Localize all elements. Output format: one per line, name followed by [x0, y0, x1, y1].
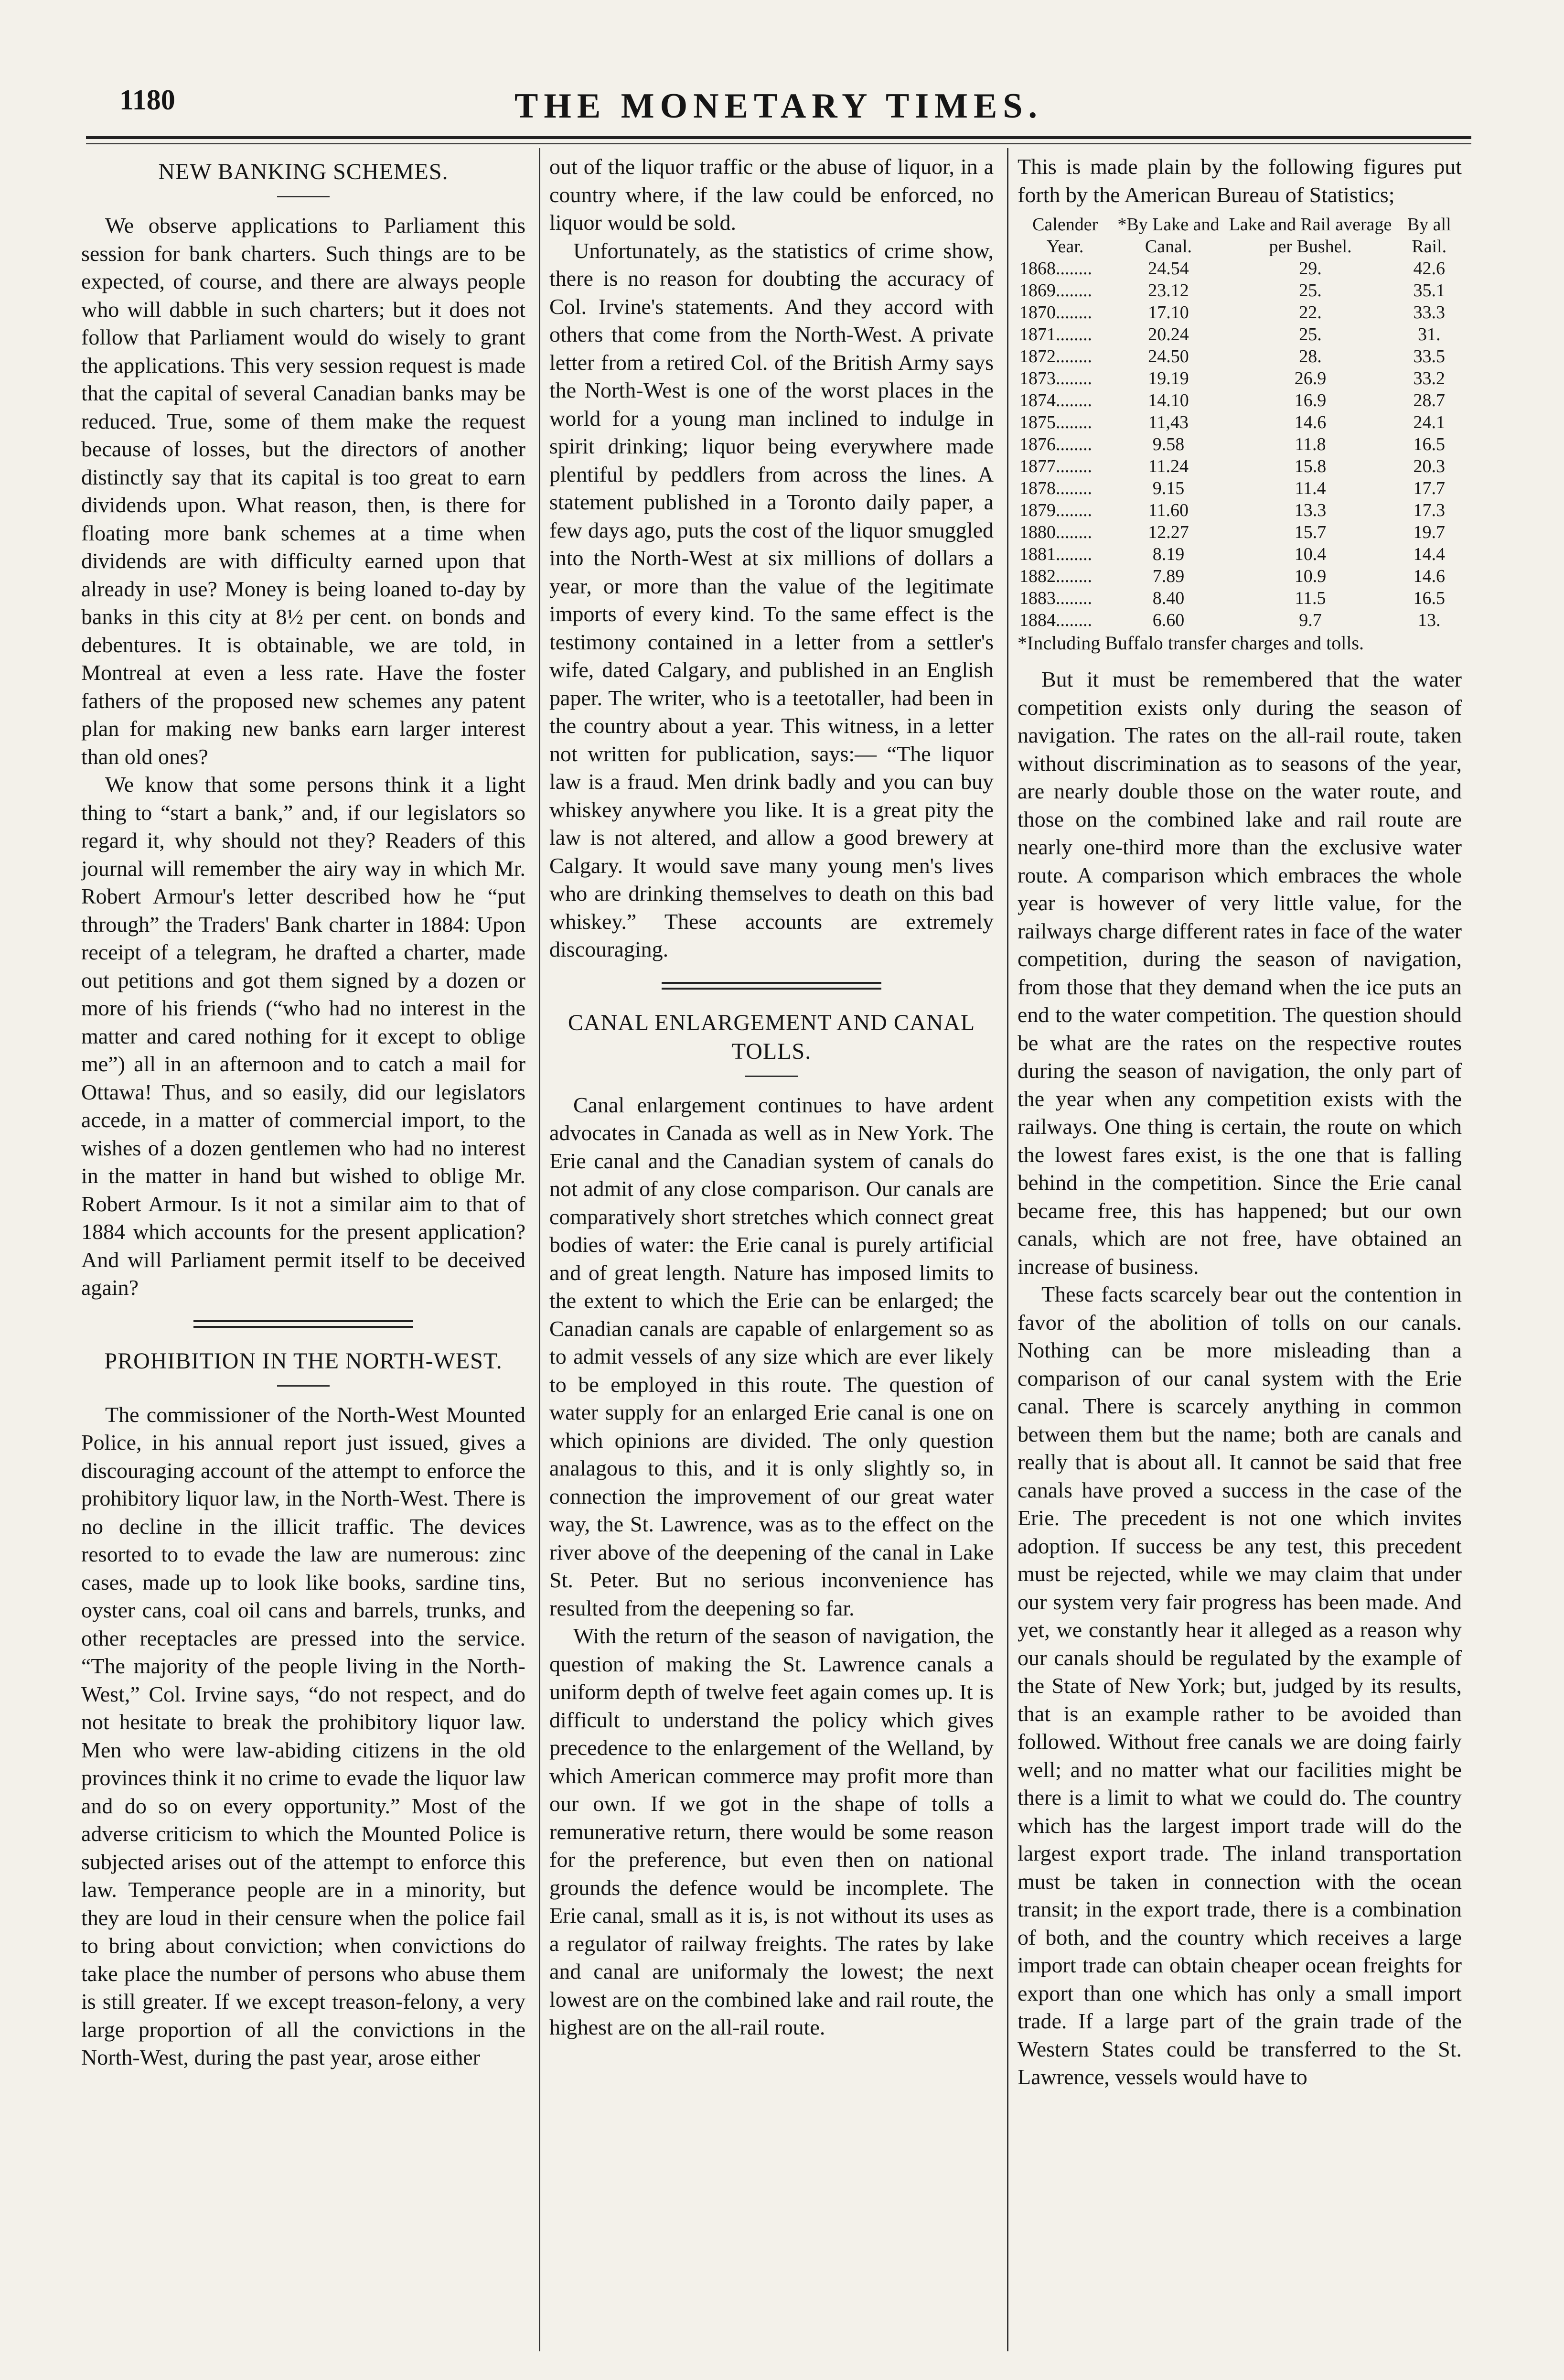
- section-divider: [193, 1320, 413, 1328]
- table-cell: 17.7: [1413, 478, 1445, 498]
- table-cell: 13.3: [1294, 500, 1327, 520]
- title-rule: [277, 196, 330, 197]
- table-row: [1018, 323, 1462, 345]
- table-row: [1018, 609, 1462, 631]
- table-cell: 9.58: [1152, 434, 1185, 454]
- table-cell: 1871........: [1019, 324, 1092, 345]
- table-row: [1018, 389, 1462, 411]
- article-title-prohibition: PROHIBITION IN THE NORTH-WEST.: [104, 1348, 503, 1374]
- table-cell: 8.19: [1152, 544, 1185, 564]
- table-row: [1018, 302, 1462, 323]
- table-cell: 11.5: [1295, 588, 1326, 608]
- journal-title: THE MONETARY TIMES.: [514, 86, 1043, 126]
- table-cell: 42.6: [1413, 258, 1445, 279]
- table-cell: 28.7: [1413, 390, 1445, 410]
- table-cell: 11.8: [1295, 434, 1326, 454]
- table-cell: 20.24: [1148, 324, 1189, 345]
- column-separator: [539, 148, 540, 2351]
- table-row: [1018, 565, 1462, 587]
- header-rule: [86, 136, 1471, 139]
- table-cell: 17.10: [1148, 302, 1189, 323]
- header-rule-thin: [86, 143, 1471, 144]
- title-rule: [277, 1385, 330, 1387]
- table-header: *By Lake and Canal.: [1117, 215, 1220, 257]
- section-divider: [662, 982, 881, 990]
- table-cell: 25.: [1299, 324, 1322, 345]
- table-cell: 1881........: [1019, 544, 1092, 564]
- table-cell: 1882........: [1019, 566, 1092, 586]
- table-cell: 1873........: [1019, 368, 1092, 388]
- paragraph: This is made plain by the following figures put forth by the American Bureau of Statistics;: [1018, 154, 1462, 207]
- table-cell: 1880........: [1019, 522, 1092, 542]
- table-row: [1018, 367, 1462, 389]
- table-cell: 14.4: [1413, 544, 1445, 564]
- table-cell: 35.1: [1413, 280, 1445, 301]
- table-cell: 33.3: [1413, 302, 1445, 323]
- column-3: [1018, 153, 1462, 2351]
- table-cell: 25.: [1299, 280, 1322, 301]
- table-cell: 24.54: [1148, 258, 1189, 279]
- table-cell: 17.3: [1413, 500, 1445, 520]
- table-cell: 19.19: [1148, 368, 1189, 388]
- article-title-banking: NEW BANKING SCHEMES.: [158, 159, 449, 184]
- table-cell: 11.60: [1148, 500, 1189, 520]
- table-cell: 20.3: [1413, 456, 1445, 476]
- table-row: [1018, 499, 1462, 521]
- table-cell: 10.4: [1294, 544, 1327, 564]
- table-cell: 14.6: [1294, 412, 1327, 432]
- table-cell: 12.27: [1148, 522, 1189, 542]
- table-cell: 24.50: [1148, 346, 1189, 366]
- table-header-row: [1018, 214, 1462, 258]
- paragraph: With the return of the season of navigation, the question of making the St. Lawrence canals a uniform depth of twelve feet again comes up. It is difficult to understand the policy which gives precedence to the enlargement of the Welland, by which American commerce may profit more than our own. If we got in the shape of tolls a remunerative return, there would be some reason for the preference, but even then on national grounds the defence would be incomplete. The Erie canal, small as it is, is not without its uses as a regulator of railway freights. The rates by lake and canal are uniformaly the lowest; the next lowest are on the combined lake and rail route, the highest are on the all-rail route.: [549, 1624, 994, 2039]
- table-cell: 1879........: [1019, 500, 1092, 520]
- table-cell: 1872........: [1019, 346, 1092, 366]
- table-cell: 10.9: [1294, 566, 1327, 586]
- table-cell: 28.: [1299, 346, 1322, 366]
- column-separator: [1007, 148, 1008, 2351]
- paragraph: We know that some persons think it a light thing to “start a bank,” and, if our legislators so regard it, why should not they? Readers of this journal will remember the airy way in which Mr. Robert Armour's letter described how he “put through” the Traders' Bank charter in 1884: Upon receipt of a telegram, he drafted a charter, made out petitions and got them signed by a dozen or more of his friends (“who had no interest in the matter and cared nothing for it except to oblige me”) all in an afternoon and to catch a mail for Ottawa! Thus, and so easily, did our legislators accede, in a matter of commercial import, to the wishes of a dozen gentlemen who had no interest in the matter in hand but wished to oblige Mr. Robert Armour. Is it not a similar aim to that of 1884 which accounts for the present application? And will Parliament permit itself to be deceived again?: [81, 772, 525, 1300]
- article-title-canal: CANAL ENLARGEMENT AND CANAL TOLLS.: [568, 1010, 975, 1064]
- table-cell: 6.60: [1152, 610, 1185, 630]
- page-header: [86, 76, 1471, 129]
- table-cell: 16.5: [1413, 588, 1445, 608]
- table-cell: 16.9: [1294, 390, 1327, 410]
- paragraph: We observe applications to Parliament this session for bank charters. Such things are to be expected, of course, and there are always people who will dabble in such charters; but it does not follow that Parliament would do wisely to grant the applications. This very session request is made that the capital of several Canadian banks may be reduced. True, some of them make the request because of losses, but the directors of another distinctly say that its capital is too great to earn dividends upon. What reason, then, is there for floating more bank schemes at a time when dividends are with difficulty earned upon that already in use? Money is being loaned to-day by banks in this city at 8½ per cent. on bonds and debentures. It is obtainable, we are told, in Montreal at even a less rate. Have the foster fathers of the proposed new schemes any patent plan for making new banks earn larger interest than old ones?: [81, 213, 525, 769]
- table-cell: 15.7: [1294, 522, 1327, 542]
- table-cell: 1883........: [1019, 588, 1092, 608]
- table-cell: 1884........: [1019, 610, 1092, 630]
- table-cell: 29.: [1299, 258, 1322, 279]
- table-cell: 11.4: [1295, 478, 1326, 498]
- table-row: [1018, 258, 1462, 280]
- paragraph: The commissioner of the North-West Mounted Police, in his annual report just issued, gives a discouraging account of the attempt to enforce the prohibitory liquor law, in the North-West. There is no decline in the illicit traffic. The devices resorted to to evade the law are numerous: zinc cases, made up to look like books, sardine tins, oyster cans, coal oil cans and barrels, trunks, and other receptacles are pressed into the service. “The majority of the people living in the North-West,” Col. Irvine says, “do not respect, and do not hesitate to break the prohibitory liquor law. Men who were law-abiding citizens in the old provinces think it no crime to evade the liquor law and do so on every opportunity.” Most of the adverse criticism to which the Mounted Police is subjected arises out of the attempt to enforce this law. Temperance people are in a minority, but they are loud in their censure when the police fail to bring about conviction; when convictions do take place the number of persons who abuse them is still greater. If we except treason-felony, a very large proportion of all the convictions in the North-West, during the past year, arose either: [81, 1402, 525, 2069]
- table-cell: 1876........: [1019, 434, 1092, 454]
- table-cell: 24.1: [1413, 412, 1445, 432]
- table-cell: 9.7: [1299, 610, 1322, 630]
- table-cell: 33.2: [1413, 368, 1445, 388]
- table-cell: 7.89: [1152, 566, 1185, 586]
- paragraph: These facts scarcely bear out the contention in favor of the abolition of tolls on our canals. Nothing can be more misleading than a comparison of our canal system with the Erie canal. There is scarcely anything in common between them but the name; both are canals and really that is about all. It cannot be said that free canals have proved a success in the case of the Erie. The precedent is not one which invites adoption. If success be any test, this precedent must be rejected, while we may claim that under our system very fair progress has been made. And yet, we constantly hear it alleged as a reason why our canals should be regulated by the example of the State of New York; but, judged by its results, that is an example rather to be avoided than followed. Without free canals we are doing fairly well; and no matter what our facilities might be there is a limit to what we could do. The country which has the largest import trade will do the largest export trade. The inland transportation must be taken in connection with the ocean transit; in the export trade, there is a combination of both, and the country which receives a large import trade can obtain cheaper ocean freights for export than one which has only a small import trade. If a large part of the grain trade of the Western States could be transferred to the St. Lawrence, vessels would have to: [1018, 1282, 1462, 2089]
- table-row: [1018, 345, 1462, 367]
- column-2: [549, 153, 994, 2351]
- table-cell: 19.7: [1413, 522, 1445, 542]
- paragraph-continued: out of the liquor traffic or the abuse of liquor, in a country where, if the law could be enforced, no liquor would be sold.: [549, 154, 994, 235]
- table-cell: 1874........: [1019, 390, 1092, 410]
- table-cell: 1868........: [1019, 258, 1092, 279]
- table-cell: 26.9: [1294, 368, 1327, 388]
- page-number: 1180: [119, 84, 175, 116]
- table-row: [1018, 521, 1462, 543]
- table-row: [1018, 433, 1462, 455]
- table-cell: 31.: [1417, 324, 1441, 345]
- table-cell: 11.24: [1148, 456, 1189, 476]
- column-1: [81, 153, 525, 2351]
- table-row: [1018, 543, 1462, 565]
- table-cell: 11,43: [1148, 412, 1189, 432]
- table-header: Lake and Rail average per Bushel.: [1229, 215, 1392, 257]
- table-header: By all Rail.: [1407, 215, 1451, 257]
- table-cell: 1878........: [1019, 478, 1092, 498]
- table-cell: 13.: [1417, 610, 1441, 630]
- table-row: [1018, 455, 1462, 477]
- paragraph: Canal enlargement continues to have ardent advocates in Canada as well as in New York. The Erie canal and the Canadian system of canals do not admit of any close comparison. Our canals are comparatively short stretches which connect great bodies of water: the Erie canal is purely artificial and of great length. Nature has imposed limits to the extent to which the Erie can be enlarged; the Canadian canals are capable of enlargement so as to admit vessels of any size which are ever likely to be employed in this route. The question of water supply for an enlarged Erie canal is one on which opinions are divided. The only question analagous to this, and it is only slightly so, in connection the improvement of our great water way, the St. Lawrence, was as to the effect on the river above of the deepening of the canal in Lake St. Peter. But no serious inconvenience has resulted from the deepening so far.: [549, 1092, 994, 1620]
- freight-rates-table: [1018, 214, 1462, 631]
- table-header: Calender Year.: [1032, 215, 1098, 257]
- table-cell: 1870........: [1019, 302, 1092, 323]
- table-row: [1018, 280, 1462, 302]
- table-cell: 14.6: [1413, 566, 1445, 586]
- paragraph: Unfortunately, as the statistics of crime show, there is no reason for doubting the accuracy of Col. Irvine's statements. And they accord with others that come from the North-West. A private letter from a retired Col. of the British Army says the North-West is one of the worst places in the world for a young man inclined to indulge in spirit drinking; liquor being everywhere made plentiful by peddlers from across the lines. A statement published in a Toronto daily paper, a few days ago, puts the cost of the liquor smuggled into the North-West at six millions of dollars a year, or more than the value of the legitimate imports of every kind. To the same effect is the testimony contained in a letter from a settler's wife, dated Calgary, and published in an English paper. The writer, who is a teetotaller, had been in the country about a year. This witness, in a letter not written for publication, says:— “The liquor law is a fraud. Men drink badly and you can buy whiskey anywhere you like. It is a great pity the law is not altered, and allow a good brewery at Calgary. It would save many young men's lives who are drinking themselves to death on this bad whiskey.” These accounts are extremely discouraging.: [549, 238, 994, 961]
- table-body: [1018, 258, 1462, 631]
- paragraph: But it must be remembered that the water competition exists only during the season of navigation. The rates on the all-rail route, taken without discrimination as to seasons of the year, are nearly double those on the water route, and those on the combined lake and rail route are nearly one-third more than the exclusive water route. A comparison which embraces the whole year is however of very little value, for the railways charge different rates in face of the water competition, during the season of navigation, from those that they demand when the ice puts an end to the water competition. The question should be what are the rates on the respective routes during the season of navigation, the only part of the year when any competition exists with the railways. One thing is certain, the route on which the lowest fares exist, is the one that is falling behind in the competition. Since the Erie canal became free, this has happened; but our own canals, which are not free, have obtained an increase of business.: [1018, 667, 1462, 1279]
- table-cell: 1877........: [1019, 456, 1092, 476]
- table-row: [1018, 477, 1462, 499]
- table-footnote: *Including Buffalo transfer charges and tolls.: [1018, 632, 1364, 654]
- table-cell: 16.5: [1413, 434, 1445, 454]
- table-cell: 22.: [1299, 302, 1322, 323]
- title-rule: [745, 1076, 798, 1077]
- table-row: [1018, 411, 1462, 433]
- table-cell: 33.5: [1413, 346, 1445, 366]
- table-cell: 15.8: [1294, 456, 1327, 476]
- table-cell: 1875........: [1019, 412, 1092, 432]
- table-cell: 14.10: [1148, 390, 1189, 410]
- table-row: [1018, 587, 1462, 609]
- table-cell: 9.15: [1152, 478, 1185, 498]
- table-cell: 1869........: [1019, 280, 1092, 301]
- table-cell: 8.40: [1152, 588, 1185, 608]
- table-cell: 23.12: [1148, 280, 1189, 301]
